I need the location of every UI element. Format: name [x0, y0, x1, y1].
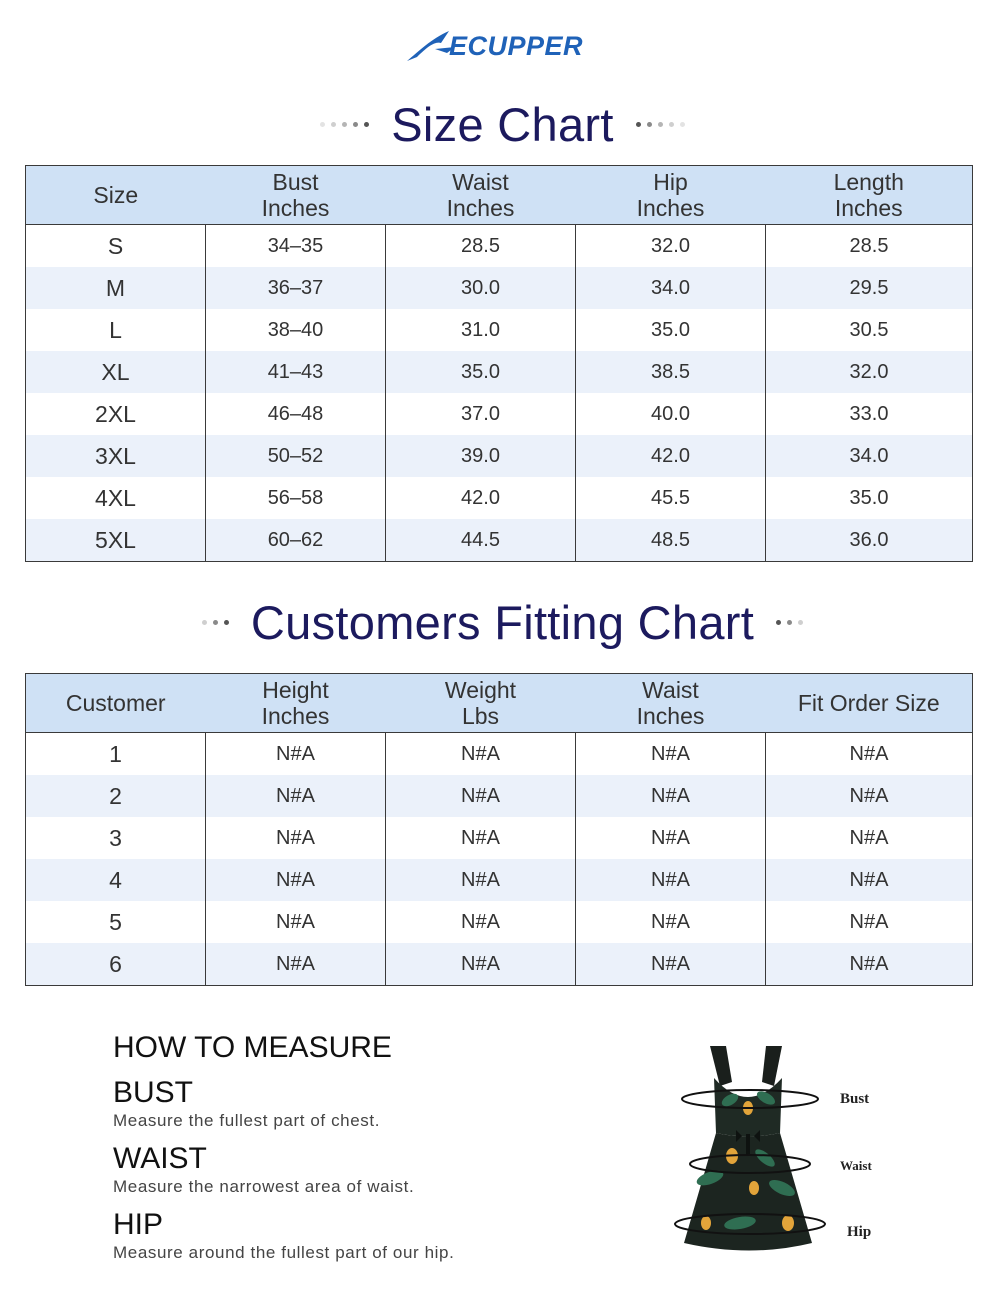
cell-bust: 36–37: [206, 267, 386, 309]
cell-customer: 4: [26, 859, 206, 901]
cell-hip: 40.0: [576, 393, 766, 435]
measure-label: WAIST: [113, 1142, 207, 1175]
cell-height: N#A: [206, 817, 386, 859]
cell-size: 2XL: [95, 400, 136, 427]
cell-size: 4XL: [95, 484, 136, 511]
cell-length: 32.0: [766, 351, 973, 393]
brand-name: ECUPPER: [449, 30, 584, 61]
cell-bust: 46–48: [206, 393, 386, 435]
header-fit-order-size: Fit Order Size: [766, 674, 973, 733]
brand-logo: [405, 26, 605, 66]
fitting-chart-table: [25, 673, 973, 986]
table-row: [26, 267, 973, 309]
table-row: [26, 477, 973, 519]
cell-length: 35.0: [766, 477, 973, 519]
table-row: [26, 817, 973, 859]
cell-waist: 28.5: [386, 225, 576, 268]
cell-height: N#A: [206, 901, 386, 943]
header-height: Height Inches: [206, 674, 386, 733]
size-chart-header-row: [26, 166, 973, 225]
table-row: [26, 225, 973, 268]
cell-waist: N#A: [576, 901, 766, 943]
cell-length: 28.5: [766, 225, 973, 268]
cell-fit-order-size: N#A: [766, 733, 973, 776]
table-row: [26, 775, 973, 817]
cell-size: XL: [26, 351, 206, 393]
table-row: [26, 309, 973, 351]
cell-height: N#A: [206, 859, 386, 901]
table-row: [26, 519, 973, 562]
cell-bust: 60–62: [206, 519, 386, 562]
cell-bust: 38–40: [206, 309, 386, 351]
table-row: [26, 943, 973, 986]
cell-size: 5XL: [26, 519, 206, 562]
cell-height: N#A: [206, 733, 386, 776]
table-row: [26, 733, 973, 776]
waist-figure-label: Waist: [840, 1158, 872, 1173]
cell-fit-order-size: N#A: [766, 943, 973, 986]
cell-size: 3XL: [26, 435, 206, 477]
header-bust: Bust Inches: [206, 166, 386, 225]
cell-hip: 35.0: [576, 309, 766, 351]
table-row: [26, 859, 973, 901]
fitting-chart-header-row: [26, 674, 973, 733]
cell-waist: 39.0: [386, 435, 576, 477]
cell-customer: 1: [26, 733, 206, 776]
cell-waist: N#A: [576, 859, 766, 901]
measure-item-hip: [113, 1208, 573, 1264]
cell-waist: 31.0: [386, 309, 576, 351]
cell-height: N#A: [206, 775, 386, 817]
cell-waist: 30.0: [386, 267, 576, 309]
how-to-measure-section: [113, 1030, 573, 1264]
measure-desc: Measure the fullest part of chest.: [113, 1111, 381, 1130]
cell-hip: 45.5: [576, 477, 766, 519]
cell-waist: 42.0: [386, 477, 576, 519]
cell-hip: 34.0: [576, 267, 766, 309]
cell-hip: 48.5: [576, 519, 766, 562]
table-row: [26, 901, 973, 943]
cell-length: 33.0: [766, 393, 973, 435]
fitting-chart-title: Customers Fitting Chart: [250, 595, 755, 649]
cell-bust: 34–35: [206, 225, 386, 268]
cell-waist: 37.0: [386, 393, 576, 435]
cell-length: 29.5: [766, 267, 973, 309]
cell-length: 30.5: [766, 309, 973, 351]
cell-waist: 44.5: [386, 519, 576, 562]
left-dots-decoration: [202, 620, 229, 625]
cell-waist: 35.0: [386, 351, 576, 393]
cell-customer: 5: [109, 908, 122, 935]
measure-label: HIP: [113, 1208, 164, 1241]
cell-weight: N#A: [386, 859, 576, 901]
measure-item-bust: [113, 1076, 573, 1132]
hip-figure-label: Hip: [847, 1224, 872, 1240]
header-weight: Weight Lbs: [386, 674, 576, 733]
header-size: Size: [26, 166, 206, 225]
measure-desc: Measure around the fullest part of our hip.: [113, 1243, 455, 1262]
cell-height: N#A: [206, 943, 386, 986]
cell-size: M: [26, 267, 206, 309]
size-chart-heading: [0, 94, 1005, 154]
header-hip: Hip Inches: [576, 166, 766, 225]
table-row: [26, 351, 973, 393]
header-waist: Waist Inches: [576, 674, 766, 733]
fitting-chart-heading: [0, 592, 1005, 652]
left-dots-decoration: [320, 122, 369, 127]
cell-bust: 41–43: [206, 351, 386, 393]
cell-waist: N#A: [576, 943, 766, 986]
cell-weight: N#A: [386, 733, 576, 776]
cell-length: 34.0: [766, 435, 973, 477]
cell-weight: N#A: [386, 775, 576, 817]
cell-size: S: [26, 225, 206, 268]
cell-fit-order-size: N#A: [766, 817, 973, 859]
cell-waist: N#A: [576, 775, 766, 817]
cell-fit-order-size: N#A: [766, 901, 973, 943]
cell-customer: 3: [109, 824, 122, 851]
cell-waist: N#A: [576, 817, 766, 859]
cell-fit-order-size: N#A: [766, 775, 973, 817]
cell-weight: N#A: [386, 901, 576, 943]
swimdress-figure: [670, 1038, 890, 1273]
cell-customer: 2: [26, 775, 206, 817]
right-dots-decoration: [776, 620, 803, 625]
how-to-measure-heading: HOW TO MEASURE: [113, 1031, 392, 1064]
table-row: [26, 435, 973, 477]
cell-customer: 6: [26, 943, 206, 986]
cell-weight: N#A: [386, 943, 576, 986]
bust-figure-label: Bust: [840, 1091, 870, 1107]
measure-desc: Measure the narrowest area of waist.: [113, 1177, 415, 1196]
cell-weight: N#A: [386, 817, 576, 859]
cell-hip: 42.0: [576, 435, 766, 477]
measure-label: BUST: [113, 1076, 194, 1109]
table-row: [26, 393, 973, 435]
cell-length: 36.0: [766, 519, 973, 562]
cell-hip: 32.0: [576, 225, 766, 268]
header-waist: Waist Inches: [386, 166, 576, 225]
cell-hip: 38.5: [576, 351, 766, 393]
header-length: Length Inches: [766, 166, 973, 225]
cell-waist: N#A: [576, 733, 766, 776]
cell-fit-order-size: N#A: [766, 859, 973, 901]
measure-item-waist: [113, 1142, 573, 1198]
cell-size: L: [109, 316, 122, 343]
size-chart-title: Size Chart: [391, 97, 614, 151]
cell-bust: 50–52: [206, 435, 386, 477]
right-dots-decoration: [636, 122, 685, 127]
cell-bust: 56–58: [206, 477, 386, 519]
size-chart-table: [25, 165, 973, 562]
header-customer: Customer: [26, 674, 206, 733]
